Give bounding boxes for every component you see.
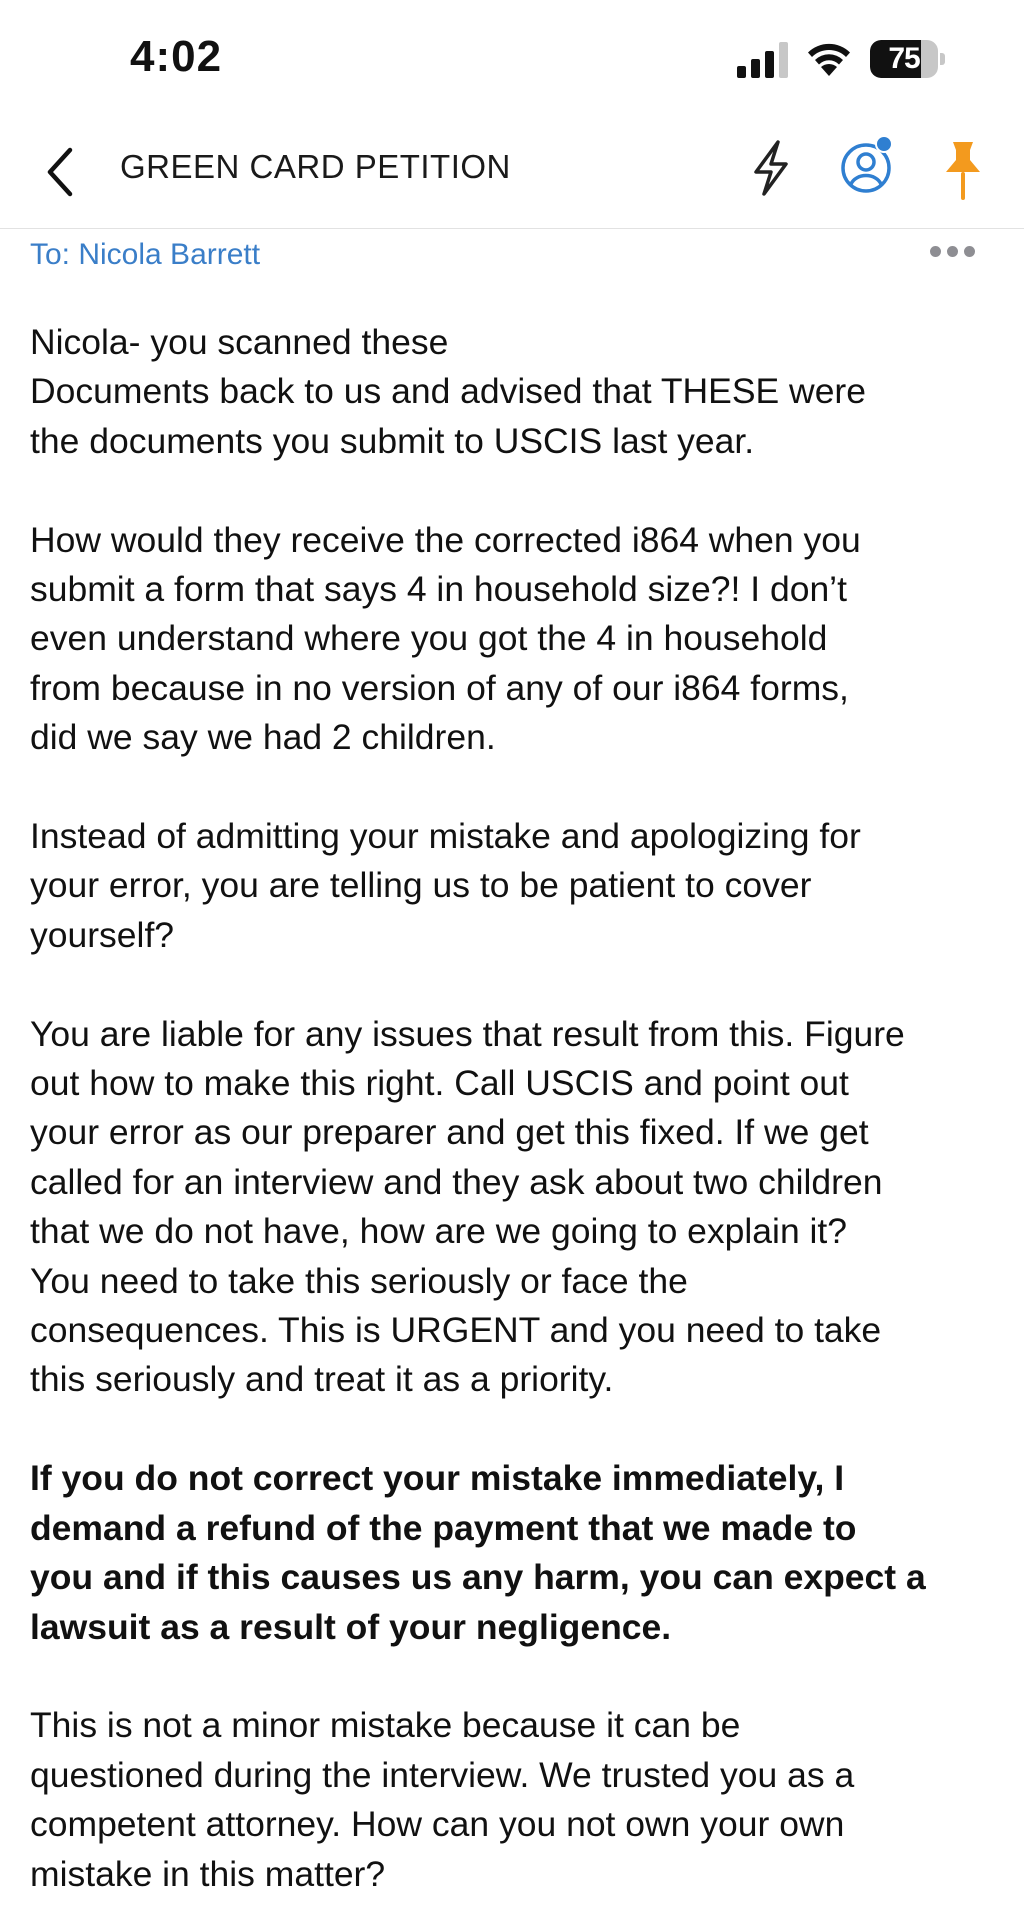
email-text-line: your error as our preparer and get this fixed. If we get	[30, 1112, 869, 1153]
email-text-line: consequences. This is URGENT and you need to take	[30, 1310, 882, 1351]
email-text-line: even understand where you got the 4 in household	[30, 618, 828, 659]
email-text-line: Nicola- you scanned these	[30, 322, 449, 362]
email-text-line: You are liable for any issues that result from this. Figure	[30, 1013, 905, 1054]
email-paragraph	[30, 1454, 1010, 1652]
wifi-icon	[806, 38, 852, 78]
email-paragraph	[30, 318, 1010, 466]
email-text-line: questioned during the interview. We trusted you as a	[30, 1754, 855, 1795]
email-paragraph	[30, 812, 1010, 960]
email-header-bar	[0, 120, 1024, 229]
email-subject-title: GREEN CARD PETITION	[120, 148, 511, 185]
email-text-line: submit a form that says 4 in household size?! I don’t	[30, 569, 847, 610]
email-text-line: demand a refund of the payment that we made to	[30, 1507, 857, 1548]
email-text-line: This is not a minor mistake because it can be	[30, 1705, 741, 1746]
email-text-line: the documents you submit to USCIS last year.	[30, 420, 755, 461]
email-text-line: from because in no version of any of our i864 forms,	[30, 667, 849, 708]
email-text-line: your error, you are telling us to be patient to cover	[30, 865, 812, 906]
email-text-line: mistake in this matter?	[30, 1853, 386, 1894]
more-dot-icon	[930, 246, 941, 257]
email-paragraph	[30, 1701, 1010, 1899]
email-text-line: that we do not have, how are we going to explain it?	[30, 1211, 848, 1252]
more-dot-icon	[964, 246, 975, 257]
email-text-line: How would they receive the corrected i864 when you	[30, 519, 861, 560]
more-options-button[interactable]	[930, 244, 984, 268]
email-text-line: lawsuit as a result of your negligence.	[30, 1606, 672, 1647]
email-text-line: Documents back to us and advised that THESE were	[30, 371, 867, 412]
status-bar	[0, 0, 1024, 120]
email-text-line: did we say we had 2 children.	[30, 717, 496, 758]
email-paragraph	[30, 1010, 1010, 1405]
pin-icon[interactable]	[940, 138, 986, 204]
lightning-icon[interactable]	[744, 136, 798, 200]
email-body	[30, 318, 1010, 1911]
email-text-line: this seriously and treat it as a priority.	[30, 1359, 614, 1400]
back-chevron-icon[interactable]	[40, 140, 80, 204]
email-paragraph	[30, 516, 1010, 763]
profile-icon[interactable]	[838, 134, 898, 196]
battery-cap	[940, 53, 945, 65]
email-text-line: yourself?	[30, 914, 175, 955]
battery-level: 75	[888, 42, 920, 75]
battery-indicator	[870, 40, 944, 78]
status-time: 4:02	[130, 32, 223, 81]
email-text-line: competent attorney. How can you not own your own	[30, 1804, 845, 1845]
email-text-line: you and if this causes us any harm, you can expect a	[30, 1557, 926, 1598]
battery-body	[870, 40, 938, 78]
email-text-line: You need to take this seriously or face the	[30, 1260, 688, 1301]
email-text-line: called for an interview and they ask about two children	[30, 1161, 883, 1202]
cellular-signal-icon	[737, 42, 789, 78]
email-text-line: Instead of admitting your mistake and apologizing for	[30, 816, 861, 857]
email-text-line: out how to make this right. Call USCIS and point out	[30, 1063, 849, 1104]
more-dot-icon	[947, 246, 958, 257]
email-text-line: If you do not correct your mistake immediately, I	[30, 1458, 845, 1499]
recipient-line[interactable]: To: Nicola Barrett	[30, 238, 261, 271]
